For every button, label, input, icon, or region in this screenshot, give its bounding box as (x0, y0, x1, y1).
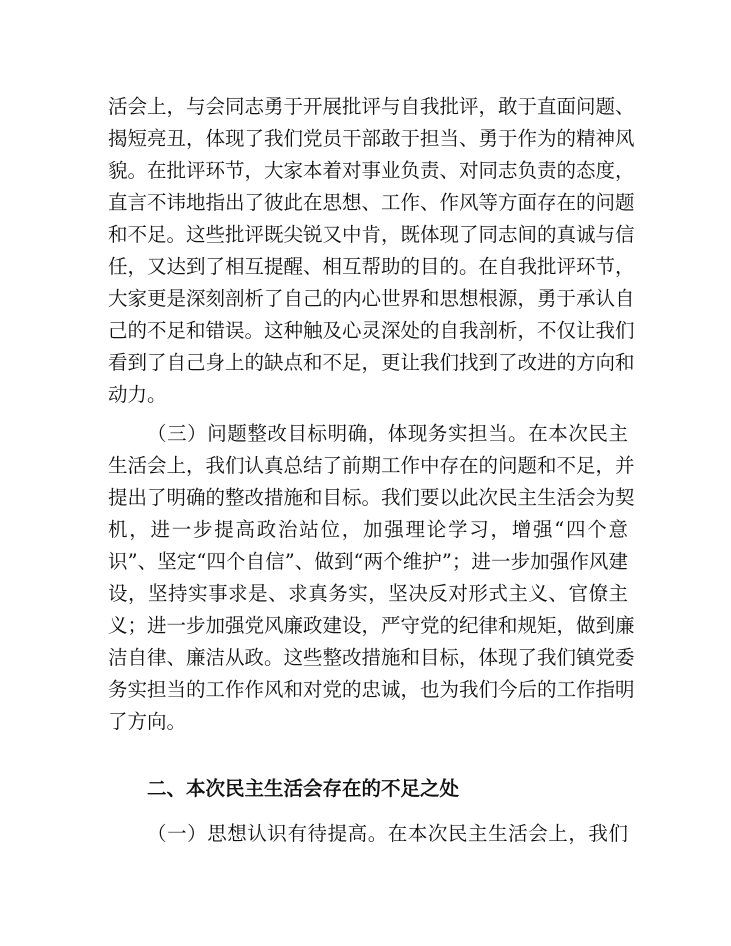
paragraph-line: 和不足。这些批评既尖锐又中肯，既体现了同志间的真诚与信 (108, 223, 635, 246)
paragraph-line: 设，坚持实事求是、求真务实，坚决反对形式主义、官僚主 (108, 582, 628, 605)
paragraph-line: 动力。 (108, 383, 167, 406)
paragraph-line: 提出了明确的整改措施和目标。我们要以此次民主生活会为契 (108, 486, 635, 509)
paragraph-line: 活会上，与会同志勇于开展批评与自我批评，敢于直面问题、 (108, 95, 635, 118)
paragraph-line: 洁自律、廉洁从政。这些整改措施和目标，体现了我们镇党委 (108, 646, 635, 669)
paragraph-line: 揭短亮丑，体现了我们党员干部敢于担当、勇于作为的精神风 (108, 127, 635, 150)
paragraph-line: 了方向。 (108, 710, 187, 733)
paragraph-line: 大家更是深刻剖析了自己的内心世界和思想根源，勇于承认自 (108, 287, 635, 310)
paragraph-line: 任，又达到了相互提醒、相互帮助的目的。在自我批评环节， (108, 255, 635, 278)
paragraph-line: 直言不讳地指出了彼此在思想、工作、作风等方面存在的问题 (108, 191, 635, 214)
paragraph-line: 貌。在批评环节，大家本着对事业负责、对同志负责的态度， (108, 159, 635, 182)
paragraph-line: 义；进一步加强党风廉政建设，严守党的纪律和规矩，做到廉 (108, 614, 635, 637)
paragraph-line: 机，进一步提高政治站位，加强理论学习，增强“四个意 (108, 518, 628, 541)
section-heading: 二、本次民主生活会存在的不足之处 (147, 777, 460, 800)
paragraph-line: 己的不足和错误。这种触及心灵深处的自我剖析，不仅让我们 (108, 319, 635, 342)
paragraph-line: （一）思想认识有待提高。在本次民主生活会上，我们 (147, 822, 628, 845)
paragraph-line: （三）问题整改目标明确，体现务实担当。在本次民主 (147, 422, 628, 445)
paragraph-line: 识”、坚定“四个自信”、做到“两个维护”；进一步加强作风建 (108, 550, 628, 573)
paragraph-line: 生活会上，我们认真总结了前期工作中存在的问题和不足，并 (108, 454, 635, 477)
paragraph-line: 看到了自己身上的缺点和不足，更让我们找到了改进的方向和 (108, 351, 635, 374)
paragraph-line: 务实担当的工作作风和对党的忠诚，也为我们今后的工作指明 (108, 678, 635, 701)
